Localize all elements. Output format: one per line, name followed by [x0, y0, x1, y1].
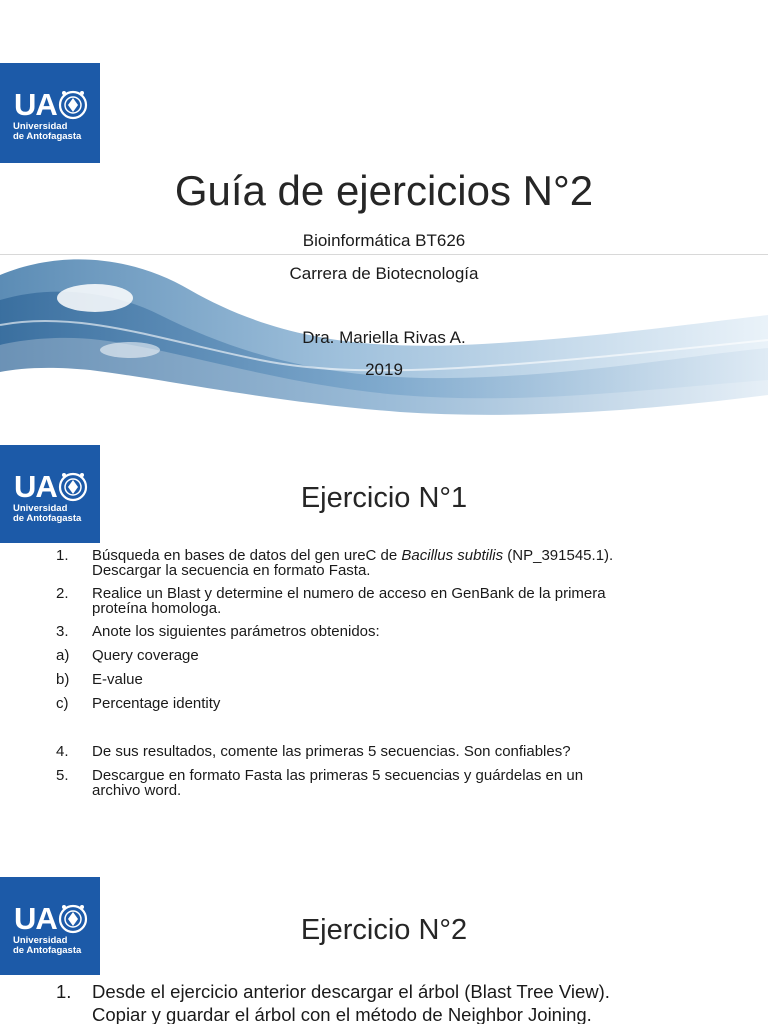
- item-text-line2: archivo word.: [92, 782, 182, 799]
- logo-line-2: de Antofagasta: [13, 513, 82, 524]
- list-item: [56, 672, 736, 687]
- item-marker: 5.: [56, 767, 69, 784]
- item-text-line1: Realice un Blast y determine el numero de acceso en GenBank de la primera: [92, 585, 606, 602]
- course-name: Bioinformática BT626: [302, 231, 466, 250]
- item-text: E-value: [92, 671, 143, 688]
- water-wave-graphic: [0, 230, 768, 420]
- career-name: Carrera de Biotecnología: [289, 264, 479, 283]
- item-text-line1: Desde el ejercicio anterior descargar el árbol (Blast Tree View).: [92, 981, 610, 1002]
- list-item: [56, 744, 736, 759]
- logo-abbr: UA: [14, 901, 57, 936]
- list-item: [56, 696, 736, 711]
- author-name: Dra. Mariella Rivas A.: [302, 328, 466, 347]
- item-text-line1: Descargue en formato Fasta las primeras 5 secuencias y guárdelas en un: [92, 767, 584, 784]
- item-marker: b): [56, 671, 70, 688]
- seal-icon: [58, 87, 88, 123]
- item-text: [92, 980, 756, 1024]
- item-text-start: Búsqueda en bases de datos del gen ureC de: [92, 547, 402, 564]
- logo-line-1: Universidad: [13, 935, 68, 946]
- cover-slide: [0, 0, 768, 432]
- exercise-2-slide: [0, 864, 768, 1024]
- exercise-2-list: [56, 980, 756, 1024]
- document-title: Guía de ejercicios N°2: [174, 167, 594, 214]
- year: 2019: [365, 360, 403, 379]
- item-marker: 1.: [56, 547, 69, 564]
- title-divider: [0, 254, 768, 255]
- item-marker: 2.: [56, 585, 69, 602]
- list-item: [56, 624, 736, 639]
- logo-line-2: de Antofagasta: [13, 945, 82, 956]
- item-text: Percentage identity: [92, 695, 221, 712]
- item-marker: 3.: [56, 623, 69, 640]
- exercise-1-title: Ejercicio N°1: [300, 482, 468, 514]
- item-text: Query coverage: [92, 647, 199, 664]
- item-text: [92, 768, 736, 798]
- university-logo: [0, 63, 100, 163]
- list-item: [56, 768, 736, 798]
- logo-line-1: Universidad: [13, 121, 68, 132]
- list-item: [56, 980, 756, 1024]
- item-text: [92, 548, 736, 578]
- logo-line-1: Universidad: [13, 503, 68, 514]
- logo-abbr: UA: [14, 87, 57, 122]
- logo-abbr: UA: [14, 469, 57, 504]
- species-name: Bacillus subtilis: [401, 547, 504, 564]
- item-text-line2: proteína homologa.: [92, 600, 222, 617]
- item-text-end: (NP_391545.1).: [503, 547, 614, 564]
- list-item: [56, 548, 736, 578]
- exercise-1-slide: [0, 432, 768, 864]
- university-logo: [0, 877, 100, 975]
- item-marker: a): [56, 647, 70, 664]
- university-logo: [0, 445, 100, 543]
- item-marker: 4.: [56, 743, 69, 760]
- item-text: Anote los siguientes parámetros obtenidos:: [92, 623, 380, 640]
- item-text-line2: Descargar la secuencia en formato Fasta.: [92, 562, 371, 579]
- exercise-1-list: [56, 548, 736, 798]
- seal-icon: [58, 469, 88, 505]
- seal-icon: [58, 901, 88, 937]
- item-text-line2: Copiar y guardar el árbol con el método de Neighbor Joining.: [92, 1004, 592, 1024]
- list-item: [56, 648, 736, 663]
- item-marker: c): [56, 695, 69, 712]
- list-item: [56, 586, 736, 616]
- exercise-2-title: Ejercicio N°2: [300, 914, 468, 946]
- item-text: De sus resultados, comente las primeras 5 secuencias. Son confiables?: [92, 743, 571, 760]
- logo-line-2: de Antofagasta: [13, 131, 82, 142]
- item-text: [92, 586, 736, 616]
- item-marker: 1.: [56, 981, 72, 1002]
